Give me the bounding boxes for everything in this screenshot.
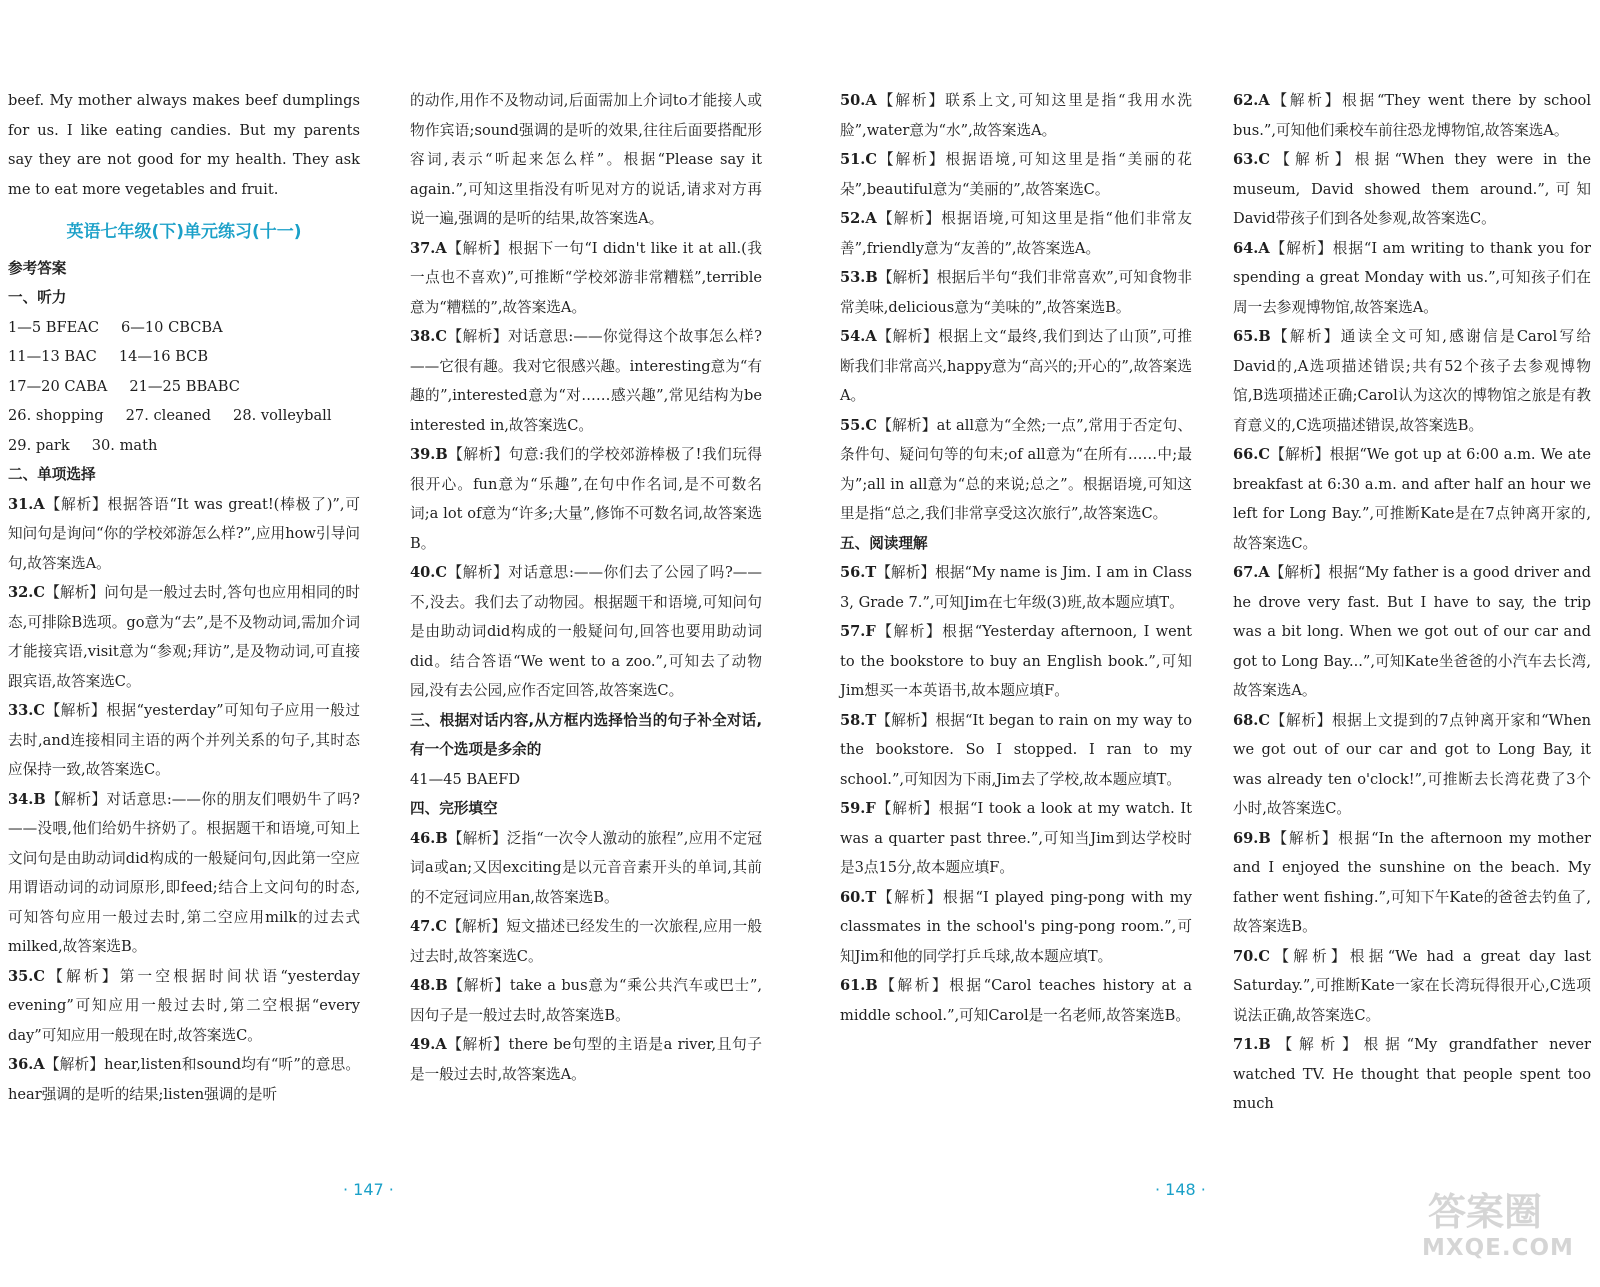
answer-explanation: 【解析】对话意思:——你觉得这个故事怎么样?——它很有趣。我对它很感兴趣。interesting意为“有趣的”,interested意为“对……感兴趣”,常见结构为be interested in,故答案选C。 — [410, 328, 762, 434]
answer-item — [8, 490, 360, 579]
answer-explanation: 【解析】根据上文“最终,我们到达了山顶”,可推断我们非常高兴,happy意为“高兴的;开心的”,故答案选A。 — [840, 328, 1192, 404]
answer-explanation: 【解析】根据语境,可知这里是指“美丽的花朵”,beautiful意为“美丽的”,故答案选C。 — [840, 151, 1192, 198]
answer-explanation: 【解析】根据“Carol teaches history at a middle school.”,可知Carol是一名老师,故答案选B。 — [840, 977, 1192, 1024]
page-number: · 148 · — [1155, 1180, 1206, 1199]
answer-explanation: 【解析】根据“My father is a good driver and he drove very fast. But I have to say, the trip was a bit long. When we got out of our car and got to Long Bay...”,可知Kate坐爸爸的小汽车去长湾,故答案选A。 — [1233, 564, 1591, 699]
answer-explanation: 【解析】问句是一般过去时,答句也应用相同的时态,可排除B选项。go意为“去”,是不及物动词,需加介词才能接宾语,visit意为“参观;拜访”,是及物动词,可直接跟宾语,故答案选C。 — [8, 584, 360, 690]
answer-item — [1233, 824, 1591, 942]
answer-explanation: 【解析】根据语境,可知这里是指“他们非常友善”,friendly意为“友善的”,故答案选A。 — [840, 210, 1192, 257]
column-1 — [8, 86, 360, 1109]
section-3-heading: 三、根据对话内容,从方框内选择恰当的句子补全对话,有一个选项是多余的 — [410, 711, 762, 758]
answer-item — [8, 696, 360, 785]
question-number: 60.T — [840, 888, 877, 906]
answer-list — [1233, 86, 1591, 1119]
answer-item — [840, 617, 1192, 706]
column-2 — [410, 86, 762, 1089]
question-number: 48.B — [410, 977, 448, 994]
listening-answer: 21—25 BBABC — [129, 377, 240, 395]
question-number: 59.F — [840, 800, 876, 817]
answer-explanation: 【解析】根据“yesterday”可知句子应用一般过去时,and连接相同主语的两个并列关系的句子,其时态应保持一致,故答案选C。 — [8, 702, 360, 778]
column-4 — [1233, 86, 1591, 1119]
question-number: 36.A — [8, 1056, 45, 1073]
unit-title: 英语七年级(下)单元练习(十一) — [66, 222, 302, 242]
answer-list — [840, 558, 1192, 1030]
section-4-heading: 四、完形填空 — [410, 800, 498, 817]
answer-item — [840, 86, 1192, 145]
question-number: 68.C — [1233, 711, 1271, 729]
answer-item — [840, 204, 1192, 263]
answer-item — [8, 578, 360, 696]
intro-text: beef. My mother always makes beef dumplings for us. I like eating candies. But my parents say they are not good for my health. They ask me to eat more vegetables and fruit. — [8, 92, 360, 198]
answer-explanation: 【解析】there be句型的主语是a river,且句子是一般过去时,故答案选A。 — [410, 1036, 762, 1083]
question-number: 57.F — [840, 623, 876, 640]
question-number: 33.C — [8, 702, 46, 719]
question-number: 47.C — [410, 918, 448, 935]
answer-item — [840, 145, 1192, 204]
question-number: 32.C — [8, 584, 46, 601]
question-number: 40.C — [410, 564, 448, 581]
question-number: 67.A — [1233, 564, 1270, 581]
answer-explanation: 【解析】根据上文提到的7点钟离开家和“When we got out of our car and got to Long Bay, it was already ten o'clock!”,可推断去长湾花费了3个小时,故答案选C。 — [1233, 711, 1591, 817]
answer-item — [840, 411, 1192, 529]
question-number: 51.C — [840, 151, 878, 168]
listening-row — [8, 401, 360, 431]
answer-item — [410, 234, 762, 323]
answer-item — [840, 883, 1192, 972]
answer-item — [1233, 86, 1591, 145]
question-number: 50.A — [840, 92, 877, 109]
answer-item — [1233, 440, 1591, 558]
question-number: 38.C — [410, 328, 448, 345]
answer-item — [1233, 558, 1591, 706]
column-3 — [840, 86, 1192, 1030]
question-number: 31.A — [8, 495, 45, 513]
listening-answer: 17—20 CABA — [8, 377, 108, 395]
question-number: 62.A — [1233, 92, 1270, 109]
answer-explanation: 【解析】根据“It began to rain on my way to the bookstore. So I stopped. I ran to my school.”,可知因为下雨,Jim去了学校,故本题应填T。 — [840, 711, 1192, 788]
answer-explanation: 【解析】根据“I am writing to thank you for spending a great Monday with us.”,可知孩子们在周一去参观博物馆,故答案选A。 — [1233, 239, 1591, 316]
answer-explanation: 【解析】短文描述已经发生的一次旅程,应用一般过去时,故答案选C。 — [410, 918, 762, 965]
listening-answer: 27. cleaned — [125, 407, 212, 424]
watermark-url: MXQE.COM — [1422, 1235, 1574, 1261]
answer-explanation: 【解析】hear,listen和sound均有“听”的意思。hear强调的是听的结果;listen强调的是听 — [8, 1056, 360, 1103]
answer-item — [840, 322, 1192, 411]
answer-item — [1233, 234, 1591, 323]
watermark-text: 答案圈 — [1428, 1190, 1543, 1234]
answer-explanation: 【解析】通读全文可知,感谢信是Carol写给David的,A选项描述错误;共有52个孩子去参观博物馆,B选项描述正确;Carol认为这次的博物馆之旅是有教育意义的,C选项描述错误,故答案选B。 — [1233, 328, 1591, 434]
answer-item — [410, 322, 762, 440]
listening-answers — [8, 313, 360, 461]
listening-answer: 28. volleyball — [233, 407, 332, 424]
question-number: 35.C — [8, 967, 46, 985]
answer-item — [410, 558, 762, 706]
answer-explanation: 【解析】根据“I took a look at my watch. It was a quarter past three.”,可知当Jim到达学校时是3点15分,故本题应填F。 — [840, 800, 1192, 876]
listening-row — [8, 372, 360, 402]
answer-explanation: 【解析】根据“We got up at 6:00 a.m. We ate breakfast at 6:30 a.m. and after half an hour we left for Long Bay.”,可推断Kate是在7点钟离开家的,故答案选C。 — [1233, 446, 1591, 552]
question-number: 49.A — [410, 1036, 447, 1053]
answer-item — [1233, 145, 1591, 234]
question-number: 58.T — [840, 711, 877, 729]
page-number: · 147 · — [343, 1180, 394, 1199]
answer-explanation: 【解析】对话意思:——你的朋友们喂奶牛了吗?——没喂,他们给奶牛挤奶了。根据题干和语境,可知上文问句是由助动词did构成的一般疑问句,因此第一空应用谓语动词的动词原形,即feed;结合上文问句的时态,可知答句应用一般过去时,第二空应用milk的过去式milked,故答案选B。 — [8, 790, 360, 955]
answer-item — [410, 86, 762, 234]
listening-answer: 11—13 BAC — [8, 348, 97, 365]
question-number: 63.C — [1233, 151, 1271, 168]
answer-explanation: 【解析】根据“My grandfather never watched TV. He thought that people spent too much — [1233, 1036, 1591, 1112]
answer-item — [840, 794, 1192, 883]
answer-explanation: 【解析】根据“They went there by school bus.”,可知他们乘校车前往恐龙博物馆,故答案选A。 — [1233, 92, 1591, 139]
answer-explanation: 【解析】根据“Yesterday afternoon, I went to the bookstore to buy an English book.”,可知Jim想买一本英语书,故本题应填F。 — [840, 623, 1192, 699]
listening-row — [8, 313, 360, 343]
answer-item — [1233, 1030, 1591, 1119]
answer-item — [840, 263, 1192, 322]
listening-answer: 1—5 BFEAC — [8, 318, 100, 336]
answer-explanation: 【解析】at all意为“全然;一点”,常用于否定句、条件句、疑问句等的句末;of all意为“在所有……中;最为”;all in all意为“总的来说;总之”。根据语境,可知这里是指“总之,我们非常享受这次旅行”,故答案选C。 — [840, 416, 1192, 522]
answer-explanation: 【解析】联系上文,可知这里是指“我用水洗脸”,water意为“水”,故答案选A。 — [840, 92, 1192, 139]
answer-item — [410, 912, 762, 971]
question-number: 34.B — [8, 790, 46, 808]
answer-explanation: 【解析】根据“I played ping-pong with my classmates in the school's ping-pong room.”,可知Jim和他的同学打乒乓球,故本题应填T。 — [840, 888, 1192, 965]
answer-explanation: 【解析】根据答语“It was great!(棒极了)”,可知问句是询问“你的学校郊游怎么样?”,应用how引导问句,故答案选A。 — [8, 495, 360, 572]
question-number: 37.A — [410, 239, 447, 257]
answer-item — [410, 824, 762, 913]
ref-answers-heading: 参考答案 — [8, 259, 67, 277]
answer-explanation: 【解析】句意:我们的学校郊游棒极了!我们玩得很开心。fun意为“乐趣”,在句中作名词,是不可数名词;a lot of意为“许多;大量”,修饰不可数名词,故答案选B。 — [410, 446, 762, 552]
listening-answer: 6—10 CBCBA — [121, 318, 223, 336]
question-number: 71.B — [1233, 1036, 1271, 1053]
answer-explanation: 【解析】根据后半句“我们非常喜欢”,可知食物非常美味,delicious意为“美味的”,故答案选B。 — [840, 269, 1192, 316]
watermark-logo — [1416, 1181, 1586, 1261]
answer-item — [840, 971, 1192, 1030]
question-number: 69.B — [1233, 829, 1271, 847]
answer-explanation: 【解析】take a bus意为“乘公共汽车或巴士”,因句子是一般过去时,故答案选B。 — [410, 977, 762, 1024]
question-number: 64.A — [1233, 239, 1270, 257]
answer-item — [8, 962, 360, 1051]
listening-answer: 29. park — [8, 436, 70, 454]
answer-item — [1233, 942, 1591, 1031]
section-3-answers: 41—45 BAEFD — [410, 770, 521, 788]
answer-list — [840, 86, 1192, 529]
listening-row — [8, 431, 360, 461]
answer-explanation: 【解析】泛指“一次令人激动的旅程”,应用不定冠词a或an;又因exciting是以元音音素开头的单词,其前的不定冠词应用an,故答案选B。 — [410, 829, 762, 906]
answer-explanation: 【解析】根据“In the afternoon my mother and I enjoyed the sunshine on the beach. My father went fishing.”,可知下午Kate的爸爸去钓鱼了,故答案选B。 — [1233, 829, 1591, 935]
question-number: 61.B — [840, 977, 878, 994]
answer-list — [8, 490, 360, 1110]
question-number: 70.C — [1233, 947, 1271, 965]
answer-list — [410, 824, 762, 1090]
question-number: 66.C — [1233, 446, 1271, 463]
answer-explanation: 【解析】根据“We had a great day last Saturday.”,可推断Kate一家在长湾玩得很开心,C选项说法正确,故答案选C。 — [1233, 947, 1591, 1024]
answer-explanation: 的动作,用作不及物动词,后面需加上介词to才能接人或物作宾语;sound强调的是听的效果,往往后面要搭配形容词,表示“听起来怎么样”。根据“Please say it again.”,可知这里指没有听见对方的说话,请求对方再说一遍,强调的是听的结果,故答案选A。 — [410, 92, 762, 227]
question-number: 39.B — [410, 446, 448, 463]
section-5-heading: 五、阅读理解 — [840, 534, 928, 552]
answer-item — [1233, 322, 1591, 440]
answer-explanation: 【解析】对话意思:——你们去了公园了吗?——不,没去。我们去了动物园。根据题干和语境,可知问句是由助动词did构成的一般疑问句,回答也要用助动词did。结合答语“We went to a zoo.”,可知去了动物园,没有去公园,应作否定回答,故答案选C。 — [410, 564, 762, 699]
answer-item — [840, 558, 1192, 617]
answer-item — [1233, 706, 1591, 824]
answer-item — [8, 785, 360, 962]
listening-answer: 26. shopping — [8, 407, 104, 424]
answer-explanation: 【解析】根据下一句“I didn't like it at all.(我一点也不喜欢)”,可推断“学校郊游非常糟糕”,terrible意为“糟糕的”,故答案选A。 — [410, 239, 762, 316]
answer-list — [410, 86, 762, 706]
answer-explanation: 【解析】根据“When they were in the museum, David showed them around.”,可知David带孩子们到各处参观,故答案选C。 — [1233, 151, 1591, 227]
question-number: 56.T — [840, 564, 877, 581]
listening-answer: 30. math — [91, 436, 158, 454]
question-number: 53.B — [840, 269, 878, 286]
answer-item — [840, 706, 1192, 795]
section-2-heading: 二、单项选择 — [8, 466, 96, 483]
question-number: 65.B — [1233, 328, 1271, 345]
answer-item — [410, 971, 762, 1030]
answer-explanation: 【解析】根据“My name is Jim. I am in Class 3, Grade 7.”,可知Jim在七年级(3)班,故本题应填T。 — [840, 564, 1192, 611]
right-page — [810, 0, 1600, 1287]
answer-item — [8, 1050, 360, 1109]
answer-item — [410, 440, 762, 558]
section-1-heading: 一、听力 — [8, 289, 67, 306]
question-number: 54.A — [840, 328, 877, 345]
answer-explanation: 【解析】第一空根据时间状语“yesterday evening”可知应用一般过去时,第二空根据“every day”可知应用一般现在时,故答案选C。 — [8, 967, 360, 1044]
question-number: 46.B — [410, 829, 448, 847]
left-page — [0, 0, 790, 1287]
listening-row — [8, 342, 360, 372]
listening-answer: 14—16 BCB — [118, 348, 209, 365]
question-number: 55.C — [840, 416, 878, 434]
question-number: 52.A — [840, 210, 877, 227]
answer-item — [410, 1030, 762, 1089]
